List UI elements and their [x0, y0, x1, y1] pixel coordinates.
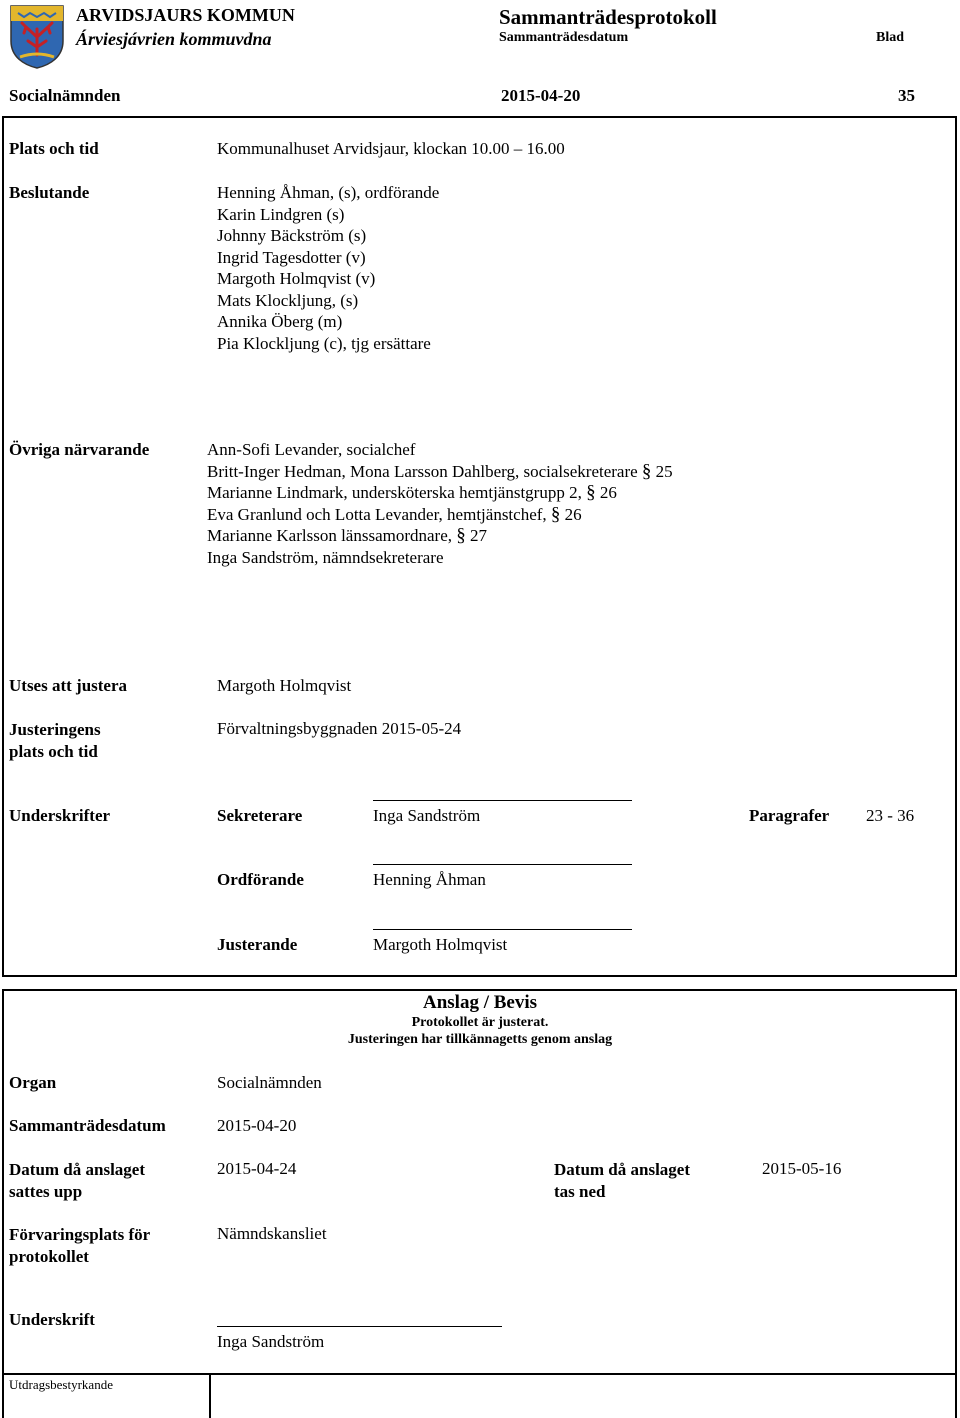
adjusting-signature-line	[373, 929, 632, 930]
attendee-item: Britt-Inger Hedman, Mona Larsson Dahlberg, socialsekreterare § 25	[207, 460, 673, 482]
attendee-item: Marianne Lindmark, undersköterska hemtjänstgrupp 2, § 26	[207, 482, 617, 503]
notice-date-value: 2015-04-20	[217, 1116, 297, 1135]
extract-label: Utdragsbestyrkande	[9, 1377, 113, 1392]
section-sign: §	[586, 482, 596, 503]
removed-label: Datum då anslaget tas ned	[554, 1160, 691, 1201]
others-label: Övriga närvarande	[9, 440, 150, 459]
attendee-item: Marianne Karlsson länssamordnare, § 27	[207, 525, 488, 546]
signature-name: Inga Sandström	[217, 1332, 325, 1351]
adjusting-name: Margoth Holmqvist	[373, 935, 508, 954]
decider-item: Johnny Bäckström (s)	[217, 226, 367, 245]
place-value: Kommunalhuset Arvidsjaur, klockan 10.00 – 16.00	[217, 139, 565, 158]
notice-box	[2, 989, 957, 1418]
attendee-item: Ann-Sofi Levander, socialchef	[207, 440, 416, 459]
signature-label: Underskrift	[9, 1310, 95, 1329]
coat-of-arms-icon	[8, 3, 66, 69]
others-list	[207, 439, 673, 568]
notice-signature-line	[217, 1326, 502, 1327]
place-label: Plats och tid	[9, 139, 99, 158]
removed-value: 2015-05-16	[762, 1159, 842, 1178]
decider-item: Annika Öberg (m)	[217, 312, 343, 331]
decider-item: Karin Lindgren (s)	[217, 204, 345, 224]
doc-title: Sammanträdesprotokoll	[499, 5, 717, 29]
chair-signature-line	[373, 864, 632, 865]
section-sign: §	[550, 503, 561, 525]
posted-label: Datum då anslaget sattes upp	[9, 1160, 146, 1201]
adjust-place-value: Förvaltningsbyggnaden 2015-05-24	[217, 719, 462, 738]
adjusting-label: Justerande	[217, 935, 298, 954]
storage-label: Förvaringsplats för protokollet	[9, 1225, 151, 1266]
section-sign: §	[456, 525, 466, 546]
adjuster-label: Utses att justera	[9, 676, 128, 695]
notice-date-label: Sammanträdesdatum	[9, 1116, 166, 1135]
posted-value: 2015-04-24	[217, 1159, 297, 1178]
attendee-item: Eva Granlund och Lotta Levander, hemtjänstchef, § 26	[207, 503, 582, 525]
decider-item: Henning Åhman, (s), ordförande	[217, 183, 440, 202]
notice-title: Anslag / Bevis	[422, 992, 538, 1013]
organ-label: Organ	[9, 1073, 57, 1092]
organ-value: Socialnämnden	[217, 1073, 322, 1092]
secretary-signature-line	[373, 800, 632, 801]
meeting-date: 2015-04-20	[501, 86, 581, 105]
notice-line-1: Protokollet är justerat.	[411, 1015, 549, 1030]
decider-item: Mats Klockljung, (s)	[217, 290, 359, 310]
paragraphs-value: 23 - 36	[866, 806, 915, 825]
adjust-place-label: Justeringens plats och tid	[9, 720, 101, 761]
secretary-name: Inga Sandström	[373, 806, 481, 825]
org-subtitle: Árviesjávrien kommuvdna	[76, 29, 272, 49]
org-name: ARVIDSJAURS KOMMUN	[76, 5, 295, 25]
chair-label: Ordförande	[217, 870, 304, 889]
deciders-label: Beslutande	[9, 183, 90, 202]
decider-item: Margoth Holmqvist (v)	[217, 269, 376, 288]
chair-name: Henning Åhman	[373, 870, 486, 889]
decider-item: Pia Klockljung (c), tjg ersättare	[217, 333, 431, 353]
page-number: 35	[898, 86, 915, 105]
committee-name: Socialnämnden	[9, 86, 121, 105]
adjuster-value: Margoth Holmqvist	[217, 676, 352, 695]
notice-line-2: Justeringen har tillkännagetts genom anslag	[347, 1032, 613, 1047]
signatures-label: Underskrifter	[9, 806, 111, 825]
page-label: Blad	[876, 30, 905, 45]
date-label: Sammanträdesdatum	[499, 30, 629, 45]
attendee-item: Inga Sandström, nämndsekreterare	[207, 547, 444, 567]
deciders-list	[217, 182, 439, 354]
footer-cell-divider	[209, 1373, 211, 1418]
footer-divider	[2, 1373, 957, 1375]
decider-item: Ingrid Tagesdotter (v)	[217, 247, 366, 267]
paragraphs-label: Paragrafer	[749, 806, 830, 825]
secretary-label: Sekreterare	[217, 806, 303, 825]
section-sign: §	[641, 460, 652, 482]
storage-value: Nämndskansliet	[217, 1224, 327, 1243]
